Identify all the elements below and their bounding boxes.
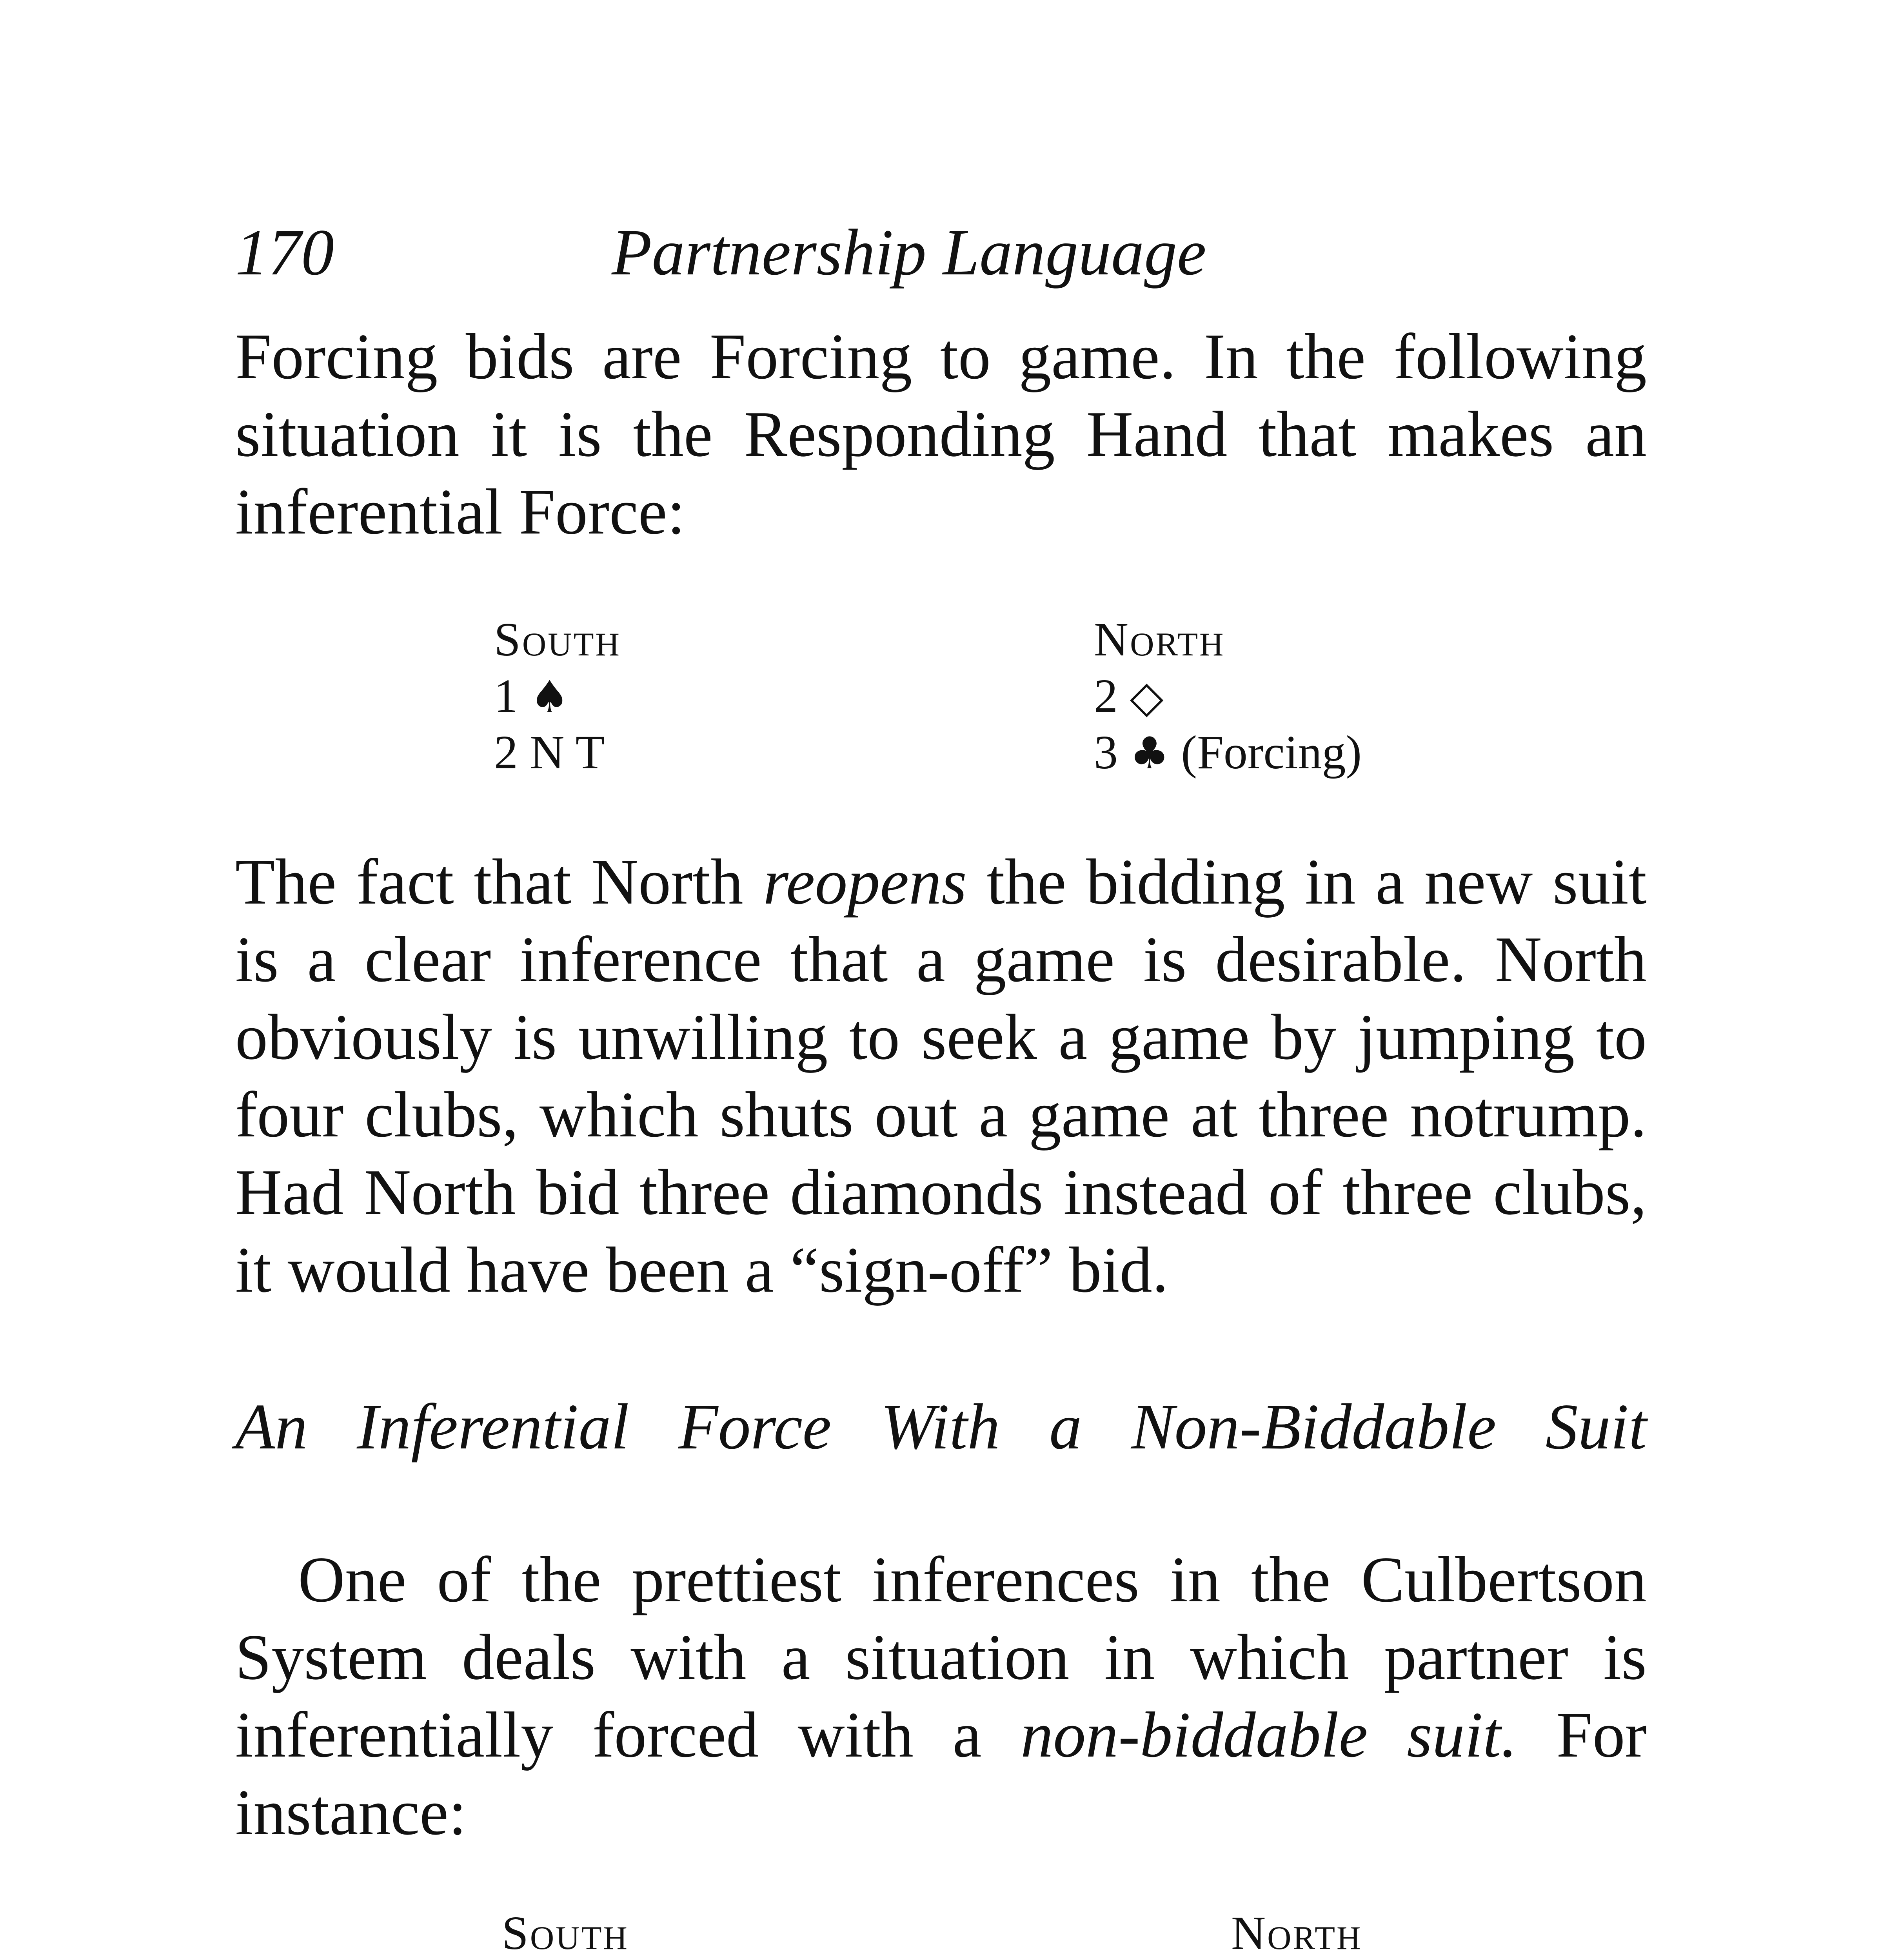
running-title: Partnership Language xyxy=(612,216,1206,289)
text-run: the bidding in a new suit is a clear inference that a game is desirable. North obviously is unwilling to seek a game by jumping to four clubs, which shuts out a game at three notrump. Had North bid three diamonds instead of three clubs, it would have been a “sign-off” bid. xyxy=(235,846,1647,1306)
bid-row xyxy=(494,724,621,781)
bid-level: 3 xyxy=(1094,726,1118,779)
auction-table-1 xyxy=(494,612,1435,847)
paragraph-prettiest-inferences xyxy=(235,1541,1647,1851)
auction-table-2 xyxy=(502,1905,1443,1960)
south-header: South xyxy=(494,613,621,666)
south-header: South xyxy=(502,1907,629,1960)
bid-level: 1 xyxy=(494,670,518,722)
north-column xyxy=(1094,612,1362,781)
club-icon: ♣ xyxy=(1130,728,1169,779)
north-column xyxy=(1231,1905,1362,1960)
paragraph-text: Forcing bids are Forcing to game. In the following situation it is the Responding Hand that makes an inferential Force: xyxy=(235,320,1647,548)
diamond-icon: ◇ xyxy=(1130,671,1164,722)
north-header: North xyxy=(1231,1907,1362,1960)
text-run: One of the prettiest inferences in the Culbertson System deals with a situation in which partner is inferentially forced with a xyxy=(235,1543,1647,1771)
bid-row xyxy=(1094,668,1362,724)
page-number: 170 xyxy=(235,216,334,289)
italic-text: reopens xyxy=(763,846,967,918)
paragraph-forcing-bids xyxy=(235,318,1647,550)
heading-text: An Inferential Force With a Non-Biddable Suit xyxy=(235,1390,1647,1463)
bid-note: (Forcing) xyxy=(1181,726,1362,779)
spade-icon: ♠ xyxy=(530,671,569,722)
north-header: North xyxy=(1094,613,1225,666)
text-run: The fact that North xyxy=(235,846,763,918)
paragraph-north-reopens xyxy=(235,843,1647,1308)
bid-level: 2 N T xyxy=(494,726,605,779)
text-run: For instance: xyxy=(235,1699,1647,1848)
running-head xyxy=(235,216,1206,289)
south-column xyxy=(502,1905,797,1960)
bid-row xyxy=(494,668,621,724)
bid-row xyxy=(1094,724,1362,781)
south-column xyxy=(494,612,621,781)
section-heading xyxy=(235,1388,1647,1465)
bid-level: 2 xyxy=(1094,670,1118,722)
italic-text: non-biddable suit. xyxy=(1021,1699,1517,1771)
